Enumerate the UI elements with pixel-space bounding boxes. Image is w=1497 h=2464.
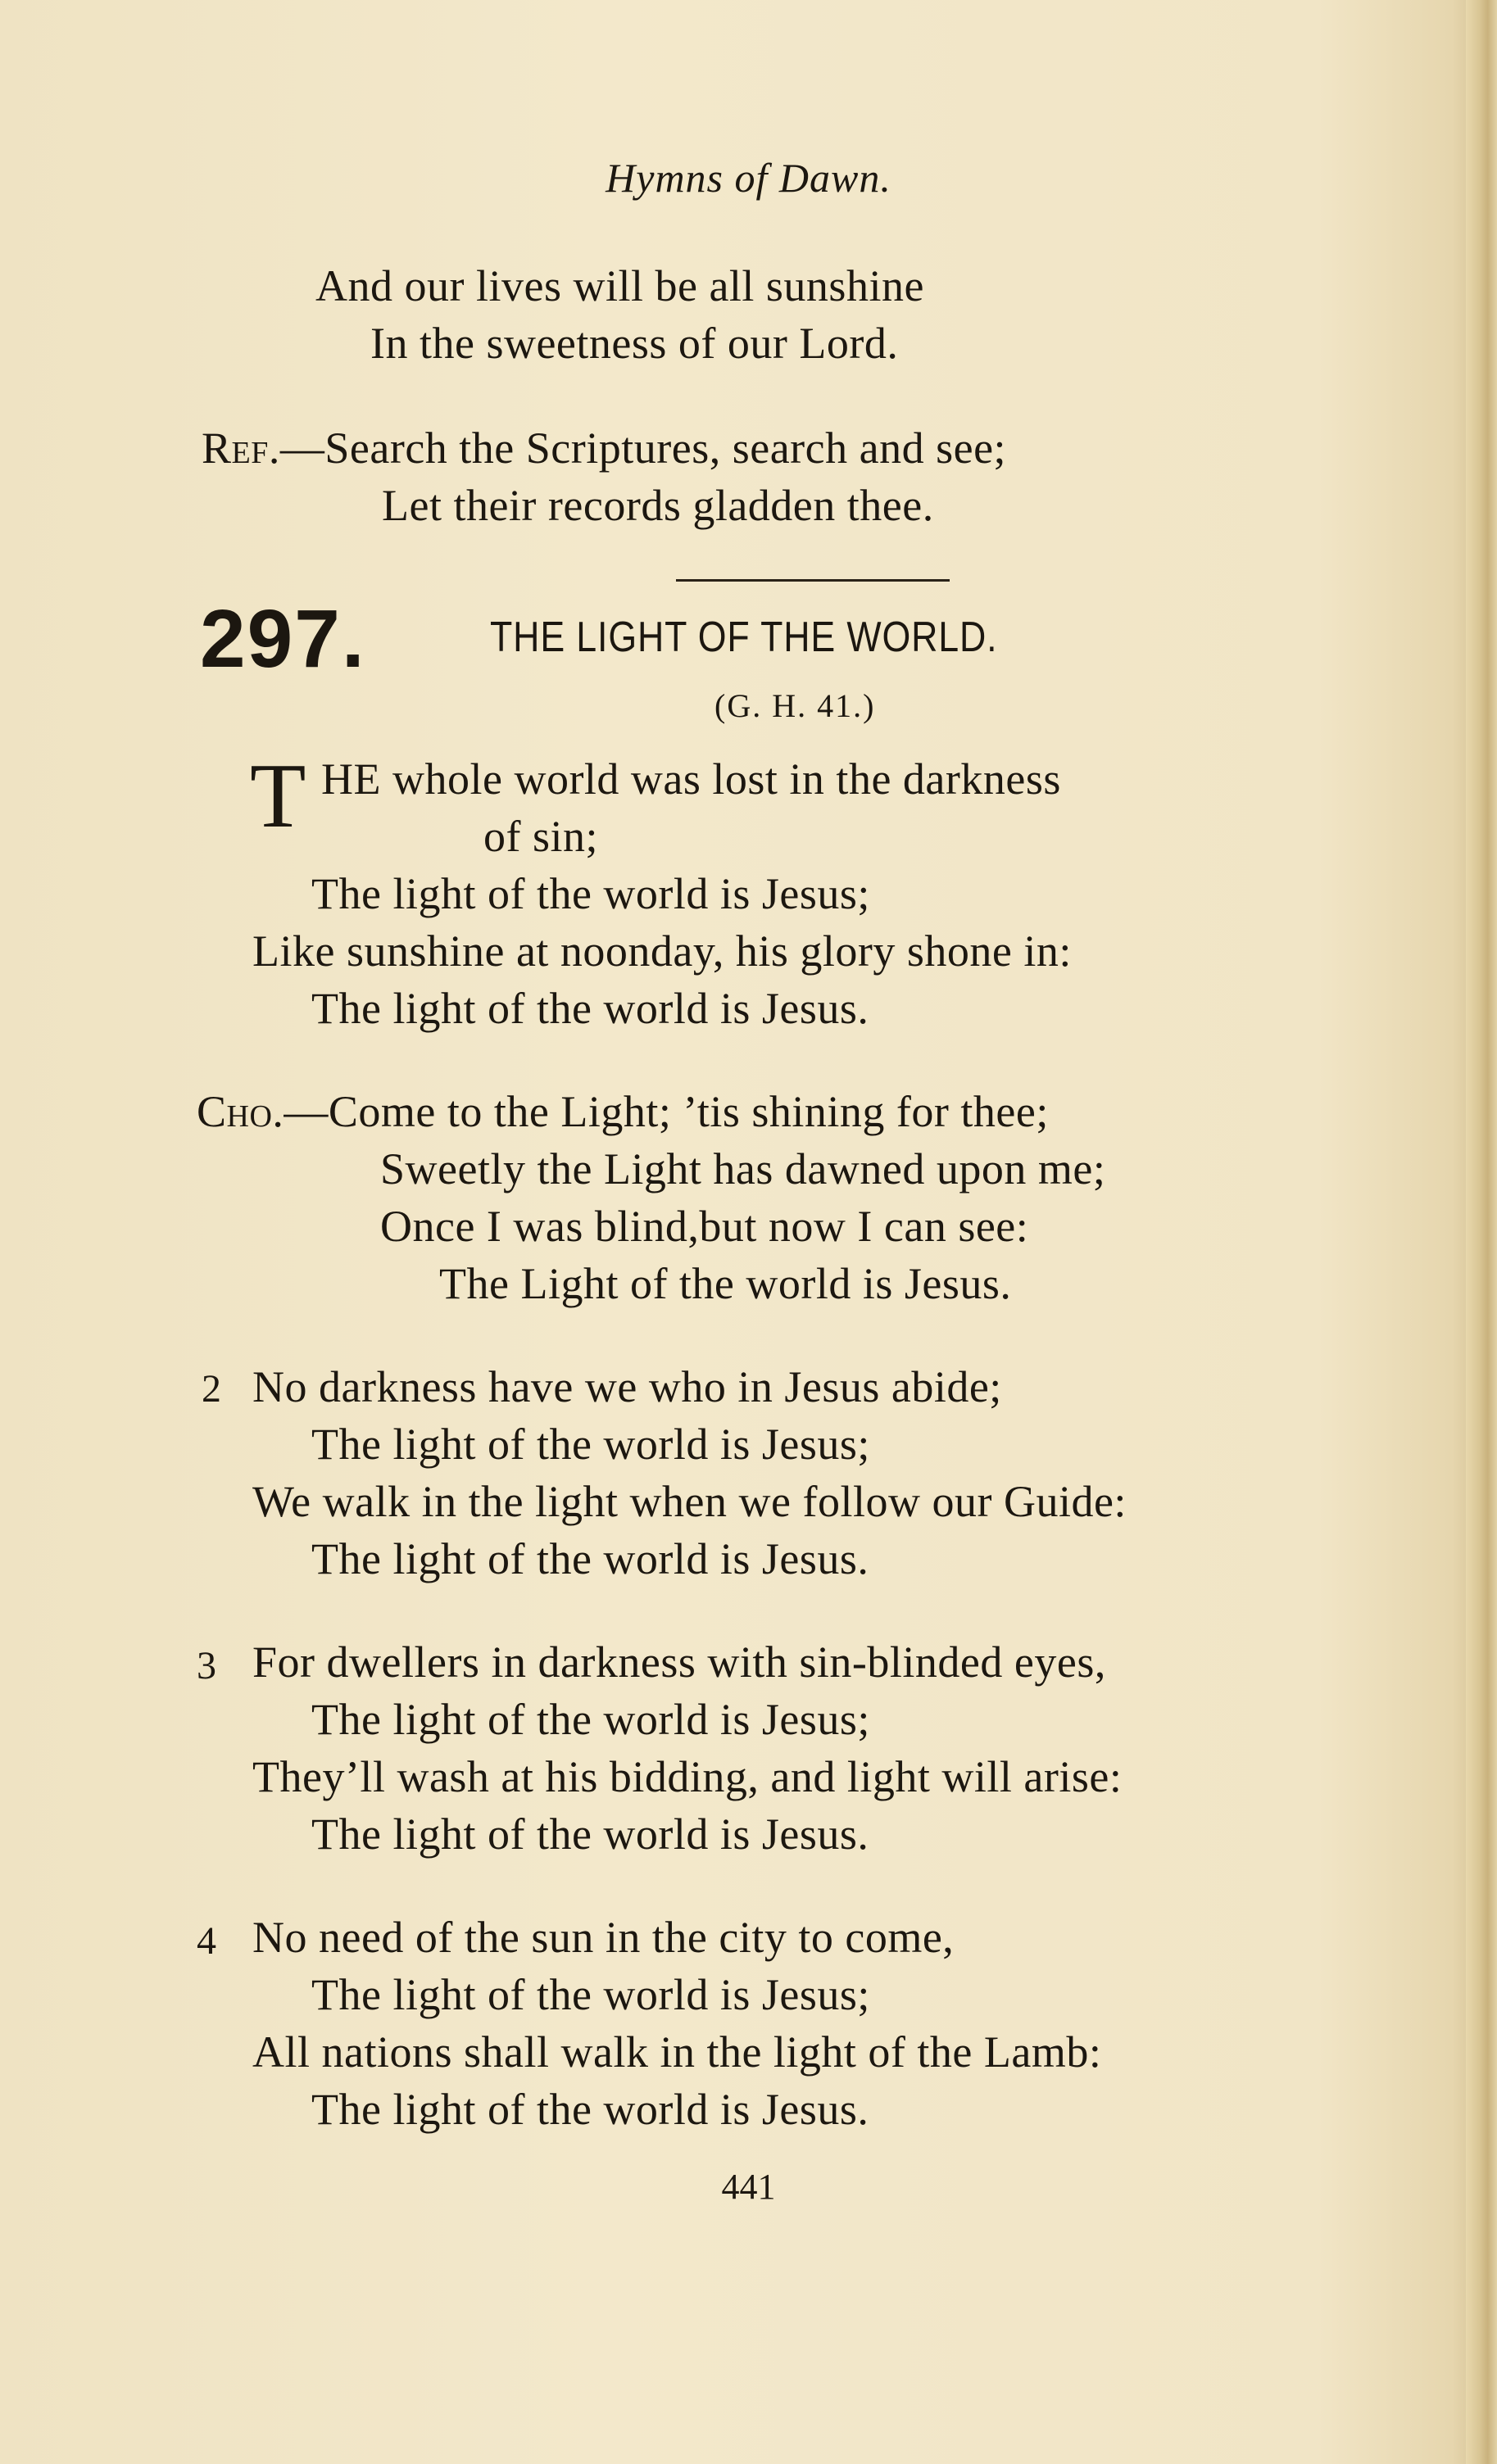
verse4-line-3: All nations shall walk in the light of the Lamb: [252, 2027, 1102, 2077]
prev-refrain-line-1 [202, 424, 1007, 473]
chorus-text: —Come to the Light; ’tis shining for thee; [284, 1087, 1049, 1136]
prev-hymn-line-2: In the sweetness of our Lord. [370, 319, 899, 368]
hymn-number: 297. [200, 593, 366, 685]
verse4-line-2: The light of the world is Jesus; [311, 1970, 870, 2019]
verse3-line-3: They’ll wash at his bidding, and light will arise: [252, 1752, 1123, 1801]
verse-number: 2 [202, 1367, 221, 1411]
verse2-line-2: The light of the world is Jesus; [311, 1420, 870, 1469]
section-divider [676, 579, 950, 582]
prev-refrain-line-2: Let their records gladden thee. [382, 481, 934, 530]
chorus-label: Cho. [197, 1087, 284, 1136]
verse3-line-4: The light of the world is Jesus. [311, 1810, 869, 1859]
verse1-line-5: The light of the world is Jesus. [311, 984, 869, 1033]
verse-number: 4 [197, 1919, 216, 1963]
running-head: Hymns of Dawn. [606, 155, 891, 201]
verse2-line-4: The light of the world is Jesus. [311, 1534, 869, 1583]
hymn-title: THE LIGHT OF THE WORLD. [490, 614, 998, 661]
page-number: 441 [721, 2167, 776, 2207]
verse1-line-3: The light of the world is Jesus; [311, 869, 870, 918]
verse4-line-1: No need of the sun in the city to come, [252, 1913, 955, 1962]
chorus-line-4: The Light of the world is Jesus. [439, 1259, 1012, 1308]
prev-hymn-line-1: And our lives will be all sunshine [315, 261, 924, 310]
verse-number: 3 [197, 1644, 216, 1687]
verse2-line-3: We walk in the light when we follow our Guide: [252, 1477, 1127, 1526]
refrain-label: Ref. [202, 424, 280, 473]
verse1-line-1: HE whole world was lost in the darkness [321, 754, 1061, 804]
verse3-line-1: For dwellers in darkness with sin-blinded eyes, [252, 1637, 1106, 1687]
refrain-text: —Search the Scriptures, search and see; [279, 424, 1007, 473]
verse1-line-4: Like sunshine at noonday, his glory shone in: [252, 926, 1072, 976]
verse4-line-4: The light of the world is Jesus. [311, 2085, 869, 2134]
tune-reference: (G. H. 41.) [714, 687, 876, 724]
drop-cap: T [250, 745, 306, 847]
chorus-line-1 [197, 1089, 1049, 1134]
verse2-line-1: No darkness have we who in Jesus abide; [252, 1362, 1002, 1411]
verse3-line-2: The light of the world is Jesus; [311, 1695, 870, 1744]
chorus-line-3: Once I was blind,but now I can see: [380, 1202, 1029, 1251]
chorus-line-2: Sweetly the Light has dawned upon me; [380, 1144, 1106, 1194]
verse1-line-2: of sin; [483, 812, 599, 861]
page-edge [1466, 0, 1497, 2464]
